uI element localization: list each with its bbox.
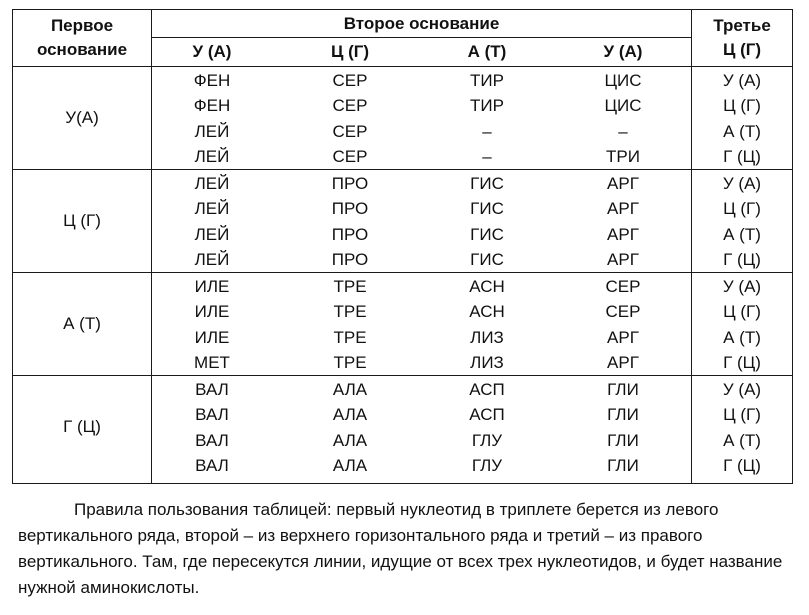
amino-acid-cell: ТРЕ: [333, 276, 367, 296]
amino-acid-cell: ВАЛ: [195, 430, 229, 450]
amino-acid-cell: ТРЕ: [333, 302, 367, 322]
third-base-cell: Г (Ц): [723, 250, 761, 270]
third-base-cell: Ц (Г): [723, 96, 761, 116]
third-base-cell: У (А): [722, 276, 762, 296]
header-second-col-4: У (А): [603, 42, 643, 61]
third-base-cell: Г (Ц): [723, 353, 761, 373]
amino-acid-cell: ГЛИ: [607, 405, 639, 425]
header-first-base: [13, 10, 151, 66]
amino-acid-cell: АСН: [469, 276, 505, 296]
amino-acid-cell: АСП: [469, 405, 505, 425]
first-base-4: Г (Ц): [63, 417, 101, 436]
third-base-cell: У (А): [722, 379, 762, 399]
amino-acid-cell: ЛЕЙ: [194, 121, 230, 141]
header-first-base-line2: основание: [36, 40, 128, 59]
header-second-col-1: У (А): [192, 42, 232, 61]
header-third-base-line2: Ц (Г): [722, 40, 762, 59]
amino-acid-cell: ПРО: [331, 224, 369, 244]
amino-acid-cell: СЕР: [605, 276, 641, 296]
table-border-right: [792, 9, 793, 484]
amino-acid-cell: ВАЛ: [195, 379, 229, 399]
amino-acid-cell: ФЕН: [193, 96, 231, 116]
amino-acid-cell: ГЛУ: [471, 430, 503, 450]
amino-acid-cell: ГЛИ: [607, 379, 639, 399]
header-third-base-line1: Третье: [713, 16, 771, 35]
amino-acid-cell: ПРО: [331, 199, 369, 219]
amino-acid-cell: ВАЛ: [195, 405, 229, 425]
amino-acid-cell: АСН: [469, 302, 505, 322]
amino-acid-cell: ГЛИ: [607, 430, 639, 450]
amino-acid-cell: АЛА: [332, 379, 368, 399]
amino-acid-cell: АСП: [469, 379, 505, 399]
amino-acid-cell: ЛЕЙ: [194, 147, 230, 167]
amino-acid-cell: ЦИС: [604, 96, 642, 116]
amino-acid-cell: АРГ: [607, 327, 639, 347]
header-second-col-3: А (Т): [467, 42, 507, 61]
amino-acid-cell: СЕР: [605, 302, 641, 322]
amino-acid-cell: ПРО: [331, 250, 369, 270]
amino-acid-cell: СЕР: [332, 121, 368, 141]
amino-acid-cell: ГЛУ: [471, 456, 503, 476]
amino-acid-cell: ТИР: [470, 70, 504, 90]
third-base-cell: Ц (Г): [723, 199, 761, 219]
amino-acid-cell: ГЛИ: [607, 456, 639, 476]
amino-acid-cell: ЦИС: [604, 70, 642, 90]
amino-acid-cell: ТРИ: [606, 147, 640, 167]
amino-acid-cell: –: [618, 121, 628, 141]
amino-acid-cell: АЛА: [332, 405, 368, 425]
third-base-cell: А (Т): [723, 327, 761, 347]
amino-acid-cell: АЛА: [332, 430, 368, 450]
amino-acid-cell: ЛЕЙ: [194, 173, 230, 193]
usage-rules: [18, 497, 802, 601]
third-base-cell: Ц (Г): [723, 302, 761, 322]
amino-acid-cell: СЕР: [332, 147, 368, 167]
header-first-base-line1: Первое: [50, 16, 114, 35]
amino-acid-cell: ГИС: [470, 250, 504, 270]
amino-acid-cell: МЕТ: [194, 353, 230, 373]
amino-acid-cell: ЛЕЙ: [194, 224, 230, 244]
third-base-cell: А (Т): [723, 224, 761, 244]
header-second-col-2: Ц (Г): [330, 42, 370, 61]
header-second-base: Второе основание: [343, 13, 500, 33]
amino-acid-cell: АЛА: [332, 456, 368, 476]
codon-table: [12, 9, 793, 484]
amino-acid-cell: СЕР: [332, 70, 368, 90]
third-base-cell: А (Т): [723, 121, 761, 141]
amino-acid-cell: ТРЕ: [333, 327, 367, 347]
amino-acid-cell: ЛИЗ: [470, 327, 504, 347]
amino-acid-cell: ИЛЕ: [194, 327, 230, 347]
amino-acid-cell: ВАЛ: [195, 456, 229, 476]
header-third-base: [692, 10, 792, 66]
amino-acid-cell: –: [482, 121, 492, 141]
amino-acid-cell: ГИС: [470, 224, 504, 244]
amino-acid-cell: ПРО: [331, 173, 369, 193]
amino-acid-cell: ИЛЕ: [194, 302, 230, 322]
amino-acid-cell: АРГ: [607, 173, 639, 193]
amino-acid-cell: ЛИЗ: [470, 353, 504, 373]
third-base-cell: А (Т): [723, 430, 761, 450]
amino-acid-cell: ЛЕЙ: [194, 250, 230, 270]
third-base-cell: У (А): [722, 173, 762, 193]
amino-acid-cell: ТРЕ: [333, 353, 367, 373]
first-base-2: Ц (Г): [63, 211, 101, 230]
amino-acid-cell: ГИС: [470, 199, 504, 219]
amino-acid-cell: ИЛЕ: [194, 276, 230, 296]
third-base-cell: Ц (Г): [723, 405, 761, 425]
amino-acid-cell: –: [482, 147, 492, 167]
amino-acid-cell: ГИС: [470, 173, 504, 193]
third-base-cell: Г (Ц): [723, 456, 761, 476]
third-base-cell: Г (Ц): [723, 147, 761, 167]
amino-acid-cell: АРГ: [607, 250, 639, 270]
first-base-1: У(А): [65, 108, 99, 127]
amino-acid-cell: СЕР: [332, 96, 368, 116]
amino-acid-cell: ФЕН: [193, 70, 231, 90]
third-base-cell: У (А): [722, 70, 762, 90]
usage-rules-text: Правила пользования таблицей: первый нуклеотид в триплете берется из левого вертикального ряда, второй – из верхнего горизонтального ряда и третий – из правого вертикального. Там, где пересекутся линии, идущие от всех трех нуклеотидов, и будет название нужной аминокислоты.: [18, 500, 783, 597]
amino-acid-cell: ТИР: [470, 96, 504, 116]
amino-acid-cell: АРГ: [607, 224, 639, 244]
amino-acid-cell: ЛЕЙ: [194, 199, 230, 219]
amino-acid-cell: АРГ: [607, 353, 639, 373]
first-base-3: А (Т): [63, 314, 101, 333]
amino-acid-cell: АРГ: [607, 199, 639, 219]
table-border-bottom: [12, 483, 793, 484]
